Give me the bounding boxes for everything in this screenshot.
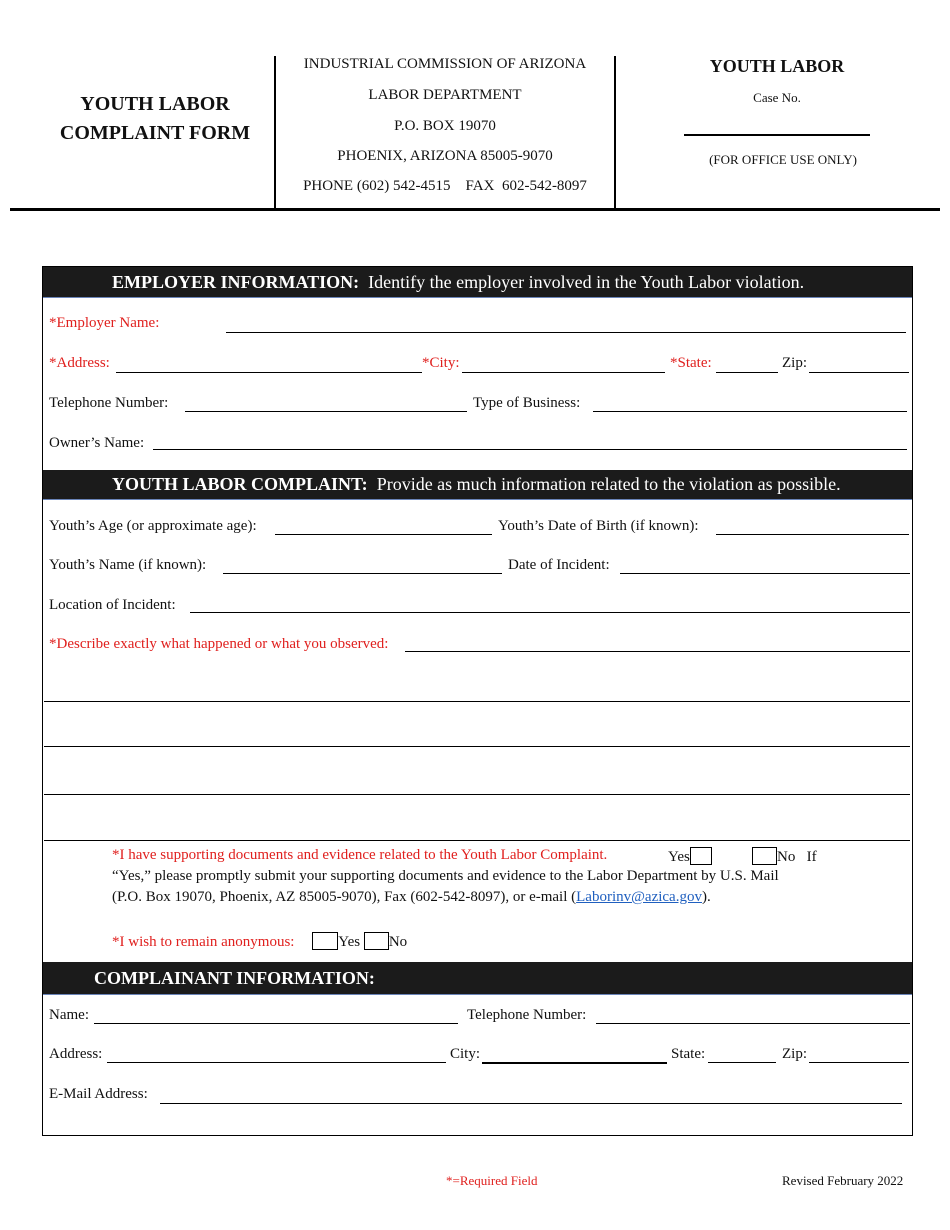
youth-age-label: Youth’s Age (or approximate age): [49, 518, 257, 534]
anonymous-no-label: No [388, 934, 408, 950]
office-use-note: (FOR OFFICE USE ONLY) [709, 152, 857, 167]
employer-name-field[interactable] [226, 332, 906, 333]
complainant-phone-field[interactable] [596, 1023, 910, 1024]
agency-phone-fax: PHONE (602) 542-4515 FAX 602-542-8097 [303, 178, 587, 194]
supporting-docs-yes-label: Yes [668, 849, 690, 865]
complainant-zip-field[interactable] [809, 1062, 909, 1063]
agency-department: LABOR DEPARTMENT [368, 87, 522, 103]
employer-city-field[interactable] [462, 372, 665, 373]
supporting-docs-yes [668, 847, 712, 866]
describe-line-2[interactable] [44, 701, 910, 702]
anonymous-label: *I wish to remain anonymous: [112, 934, 295, 950]
supporting-docs-instructions-1: “Yes,” please promptly submit your supporting documents and evidence to the Labor Department by U.S. Mail [112, 868, 779, 884]
incident-date-label: Date of Incident: [508, 557, 610, 573]
complaint-heading: YOUTH LABOR COMPLAINT: [112, 474, 368, 494]
complainant-section-header [43, 962, 912, 995]
instructions-end: ). [701, 889, 711, 905]
case-no-line[interactable] [684, 134, 870, 136]
incident-location-label: Location of Incident: [49, 597, 176, 613]
complainant-email-field[interactable] [160, 1103, 902, 1104]
form-title [40, 90, 270, 148]
agency-po-box: P.O. BOX 19070 [394, 118, 496, 134]
complainant-name-field[interactable] [94, 1023, 458, 1024]
supporting-docs-no-label: No [777, 849, 796, 865]
complainant-zip-label: Zip: [782, 1046, 807, 1062]
complainant-city-field[interactable] [482, 1062, 667, 1064]
required-field-note: *=Required Field [446, 1173, 538, 1188]
owner-name-field[interactable] [153, 449, 907, 450]
case-no-label: Case No. [753, 90, 801, 105]
employer-phone-field[interactable] [185, 411, 467, 412]
youth-name-field[interactable] [223, 573, 502, 574]
employer-city-label: *City: [422, 355, 460, 371]
incident-date-field[interactable] [620, 573, 910, 574]
employer-state-field[interactable] [716, 372, 778, 373]
supporting-docs-no [752, 847, 817, 866]
supporting-docs-yes-checkbox[interactable] [690, 847, 712, 865]
youth-name-label: Youth’s Name (if known): [49, 557, 207, 573]
instructions-address-text: (P.O. Box 19070, Phoenix, AZ 85005-9070), Fax (602-542-8097), or e-mail ( [112, 889, 577, 905]
owner-name-label: Owner’s Name: [49, 435, 145, 451]
complaint-heading-desc: Provide as much information related to the violation as possible. [376, 474, 841, 494]
youth-age-field[interactable] [275, 534, 492, 535]
complainant-name-label: Name: [49, 1007, 89, 1023]
complainant-state-field[interactable] [708, 1062, 776, 1063]
anonymous-row [112, 932, 407, 951]
describe-line-3[interactable] [44, 746, 910, 747]
describe-line-5[interactable] [44, 840, 910, 841]
employer-phone-label: Telephone Number: [49, 395, 169, 411]
form-title-line2: COMPLAINT FORM [59, 122, 251, 144]
agency-name: INDUSTRIAL COMMISSION OF ARIZONA [303, 56, 587, 72]
header-divider-right [614, 56, 616, 210]
header-rule [10, 208, 940, 211]
supporting-docs-instructions-2 [112, 889, 711, 906]
business-type-field[interactable] [593, 411, 907, 412]
youth-dob-field[interactable] [716, 534, 909, 535]
anonymous-yes-label: Yes [338, 934, 361, 950]
incident-location-field[interactable] [190, 612, 910, 613]
anonymous-no-checkbox[interactable] [364, 932, 389, 950]
employer-heading: EMPLOYER INFORMATION: [112, 272, 360, 292]
describe-line-4[interactable] [44, 794, 910, 795]
anonymous-yes-checkbox[interactable] [312, 932, 338, 950]
form-title-line1: YOUTH LABOR [80, 93, 230, 115]
agency-city: PHOENIX, ARIZONA 85005-9070 [337, 148, 553, 164]
employer-name-label: *Employer Name: [49, 315, 160, 331]
complainant-heading: COMPLAINANT INFORMATION: [94, 968, 375, 988]
complainant-email-label: E-Mail Address: [49, 1086, 148, 1102]
office-title: YOUTH LABOR [709, 56, 845, 76]
email-link[interactable]: Laborinv@azica.gov [576, 889, 702, 905]
employer-heading-desc: Identify the employer involved in the Youth Labor violation. [368, 272, 805, 292]
employer-zip-label: Zip: [782, 355, 807, 371]
describe-label: *Describe exactly what happened or what you observed: [49, 636, 389, 652]
complainant-state-label: State: [671, 1046, 706, 1062]
employer-state-label: *State: [670, 355, 712, 371]
revision-date: Revised February 2022 [782, 1173, 904, 1188]
complaint-section-header [43, 470, 912, 500]
business-type-label: Type of Business: [473, 395, 581, 411]
employer-zip-field[interactable] [809, 372, 909, 373]
employer-section-header [43, 267, 912, 298]
employer-address-label: *Address: [49, 355, 110, 371]
complainant-address-label: Address: [49, 1046, 103, 1062]
complainant-address-field[interactable] [107, 1062, 446, 1063]
complainant-city-label: City: [450, 1046, 481, 1062]
describe-line-1[interactable] [405, 651, 910, 652]
youth-dob-label: Youth’s Date of Birth (if known): [498, 518, 699, 534]
supporting-docs-if: If [806, 849, 817, 865]
supporting-docs-statement: *I have supporting documents and evidence related to the Youth Labor Complaint. [112, 847, 608, 863]
employer-address-field[interactable] [116, 372, 422, 373]
supporting-docs-no-checkbox[interactable] [752, 847, 777, 865]
complainant-phone-label: Telephone Number: [467, 1007, 587, 1023]
